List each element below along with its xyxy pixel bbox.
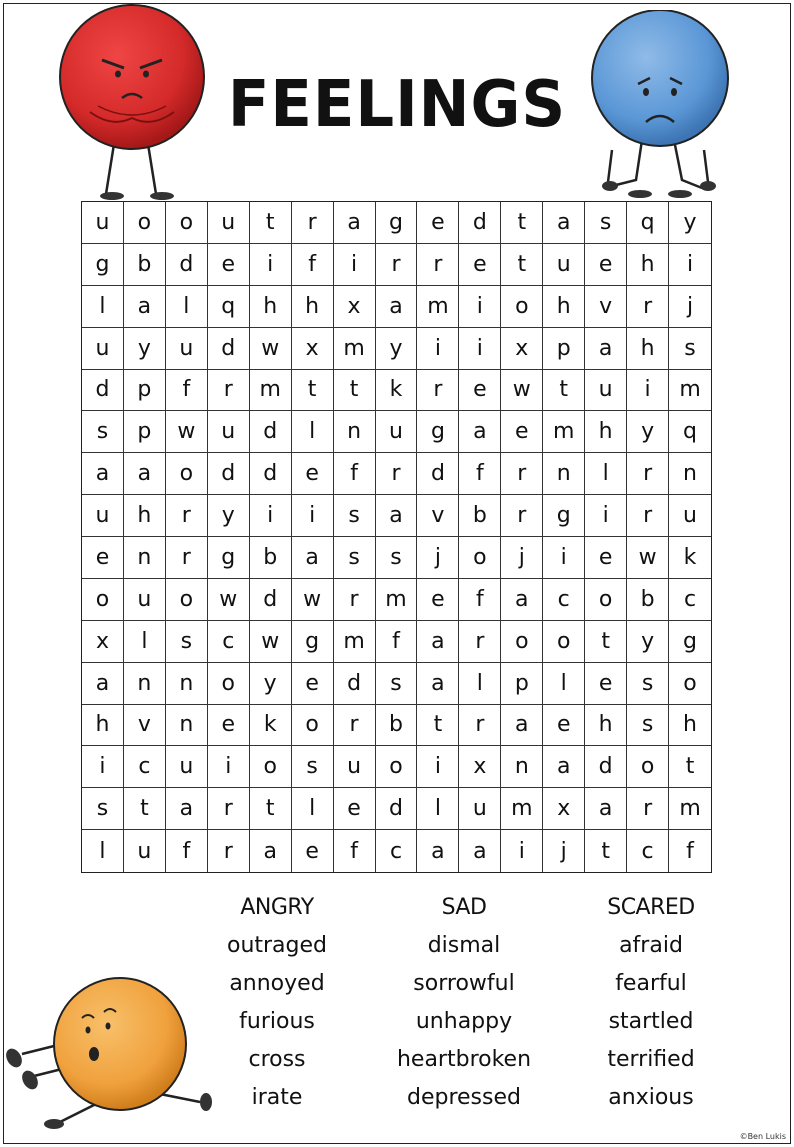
grid-cell[interactable]: s	[627, 663, 669, 705]
word-list-item: outraged	[226, 933, 328, 958]
grid-cell[interactable]: y	[124, 328, 166, 370]
grid-cell[interactable]: d	[250, 411, 292, 453]
grid-cell[interactable]: s	[585, 202, 627, 244]
grid-cell[interactable]: a	[250, 830, 292, 872]
grid-cell[interactable]: v	[417, 495, 459, 537]
grid-cell[interactable]: m	[250, 370, 292, 412]
grid-cell[interactable]: h	[669, 705, 711, 747]
grid-cell[interactable]: j	[543, 830, 585, 872]
grid-cell[interactable]: m	[334, 621, 376, 663]
grid-cell[interactable]: v	[124, 705, 166, 747]
grid-cell[interactable]: u	[166, 328, 208, 370]
grid-cell[interactable]: x	[334, 286, 376, 328]
grid-cell[interactable]: o	[124, 202, 166, 244]
word-list-item: heartbroken	[396, 1047, 532, 1072]
grid-cell[interactable]: i	[250, 495, 292, 537]
grid-cell[interactable]: e	[334, 788, 376, 830]
grid-cell[interactable]: y	[627, 411, 669, 453]
grid-cell[interactable]: i	[501, 830, 543, 872]
grid-cell[interactable]: e	[82, 537, 124, 579]
grid-cell[interactable]: m	[543, 411, 585, 453]
grid-cell[interactable]: r	[334, 705, 376, 747]
grid-cell[interactable]: b	[459, 495, 501, 537]
grid-cell[interactable]: a	[585, 328, 627, 370]
word-list-item: sorrowful	[413, 971, 515, 996]
word-list-item: furious	[239, 1009, 315, 1034]
grid-cell[interactable]: c	[543, 579, 585, 621]
grid-cell[interactable]: r	[376, 244, 418, 286]
grid-cell[interactable]: i	[585, 495, 627, 537]
grid-cell[interactable]: g	[208, 537, 250, 579]
grid-cell[interactable]: i	[82, 746, 124, 788]
grid-cell[interactable]: h	[82, 705, 124, 747]
grid-cell[interactable]: j	[501, 537, 543, 579]
word-list-angry	[182, 889, 372, 1117]
grid-cell[interactable]: g	[543, 495, 585, 537]
grid-cell[interactable]: a	[376, 495, 418, 537]
grid-cell[interactable]: a	[292, 537, 334, 579]
grid-cell[interactable]: t	[417, 705, 459, 747]
grid-cell[interactable]: o	[543, 621, 585, 663]
grid-cell[interactable]: t	[124, 788, 166, 830]
grid-cell[interactable]: u	[376, 411, 418, 453]
grid-cell[interactable]: p	[543, 328, 585, 370]
grid-cell[interactable]: c	[124, 746, 166, 788]
grid-cell[interactable]: s	[82, 411, 124, 453]
grid-cell[interactable]: h	[543, 286, 585, 328]
grid-cell[interactable]: r	[417, 370, 459, 412]
grid-cell[interactable]: r	[501, 453, 543, 495]
grid-cell[interactable]: n	[669, 453, 711, 495]
grid-cell[interactable]: s	[334, 537, 376, 579]
grid-cell[interactable]: a	[82, 453, 124, 495]
grid-cell[interactable]: y	[376, 328, 418, 370]
grid-cell[interactable]: i	[459, 286, 501, 328]
grid-cell[interactable]: r	[627, 453, 669, 495]
grid-cell[interactable]: n	[334, 411, 376, 453]
grid-cell[interactable]: e	[292, 830, 334, 872]
grid-cell[interactable]: i	[208, 746, 250, 788]
grid-cell[interactable]: c	[376, 830, 418, 872]
word-list-heading: SAD	[441, 895, 487, 920]
grid-cell[interactable]: d	[250, 579, 292, 621]
grid-cell[interactable]: n	[124, 537, 166, 579]
grid-cell[interactable]: r	[459, 621, 501, 663]
grid-cell[interactable]: c	[627, 830, 669, 872]
grid-cell[interactable]: p	[501, 663, 543, 705]
grid-cell[interactable]: m	[501, 788, 543, 830]
grid-cell[interactable]: f	[686, 838, 694, 864]
grid-cell[interactable]: n	[166, 705, 208, 747]
grid-cell[interactable]: t	[334, 370, 376, 412]
grid-cell[interactable]: o	[501, 621, 543, 663]
grid-cell[interactable]: f	[166, 370, 208, 412]
word-list-item: afraid	[619, 933, 683, 958]
grid-cell[interactable]: l	[292, 788, 334, 830]
grid-cell[interactable]: x	[292, 328, 334, 370]
grid-cell[interactable]: e	[459, 370, 501, 412]
grid-cell[interactable]: i	[543, 537, 585, 579]
grid-cell[interactable]: l	[585, 453, 627, 495]
word-search-grid[interactable]	[81, 201, 712, 873]
grid-cell[interactable]: s	[669, 328, 711, 370]
grid-cell[interactable]: k	[669, 537, 711, 579]
grid-cell[interactable]: q	[208, 286, 250, 328]
grid-cell[interactable]: g	[376, 202, 418, 244]
grid-cell[interactable]: w	[250, 621, 292, 663]
grid-cell[interactable]: m	[376, 579, 418, 621]
grid-cell[interactable]: e	[543, 705, 585, 747]
page-title: FEELINGS	[227, 68, 567, 142]
grid-cell[interactable]: d	[166, 244, 208, 286]
grid-cell[interactable]: h	[292, 286, 334, 328]
grid-cell[interactable]: h	[627, 244, 669, 286]
grid-cell[interactable]: d	[376, 788, 418, 830]
grid-cell[interactable]: f	[376, 621, 418, 663]
grid-cell[interactable]: g	[417, 411, 459, 453]
grid-cell[interactable]: e	[501, 411, 543, 453]
grid-cell[interactable]: i	[250, 244, 292, 286]
grid-cell[interactable]: a	[376, 286, 418, 328]
grid-cell[interactable]: t	[669, 746, 711, 788]
grid-cell[interactable]: u	[124, 830, 166, 872]
grid-cell[interactable]: d	[208, 453, 250, 495]
word-list-item: irate	[251, 1085, 303, 1110]
grid-cell[interactable]: q	[627, 202, 669, 244]
grid-cell[interactable]: a	[417, 663, 459, 705]
grid-cell[interactable]: i	[417, 328, 459, 370]
grid-cell[interactable]: f	[334, 830, 376, 872]
grid-cell[interactable]: n	[501, 746, 543, 788]
grid-cell[interactable]: t	[501, 202, 543, 244]
grid-cell[interactable]: l	[292, 411, 334, 453]
grid-cell[interactable]: l	[124, 621, 166, 663]
word-list-sad	[369, 889, 559, 1117]
grid-cell[interactable]: h	[585, 411, 627, 453]
word-list-heading: SCARED	[607, 895, 695, 920]
grid-cell[interactable]: b	[124, 244, 166, 286]
grid-cell[interactable]: u	[208, 411, 250, 453]
grid-cell[interactable]: t	[250, 202, 292, 244]
grid-cell[interactable]: o	[166, 453, 208, 495]
grid-cell[interactable]: d	[334, 663, 376, 705]
word-list-item: annoyed	[229, 971, 325, 996]
grid-cell[interactable]: h	[124, 495, 166, 537]
grid-cell[interactable]: m	[334, 328, 376, 370]
grid-cell[interactable]: i	[669, 244, 711, 286]
grid-cell[interactable]: u	[543, 244, 585, 286]
word-list-item: anxious	[608, 1085, 694, 1110]
grid-cell[interactable]: d	[208, 328, 250, 370]
word-list-item: startled	[608, 1009, 694, 1034]
grid-cell[interactable]: r	[627, 286, 669, 328]
grid-cell[interactable]: c	[669, 579, 711, 621]
grid-cell[interactable]: n	[124, 663, 166, 705]
grid-cell[interactable]: a	[501, 705, 543, 747]
grid-cell[interactable]: r	[376, 453, 418, 495]
grid-cell[interactable]: i	[292, 495, 334, 537]
grid-cell[interactable]: r	[459, 705, 501, 747]
grid-cell[interactable]: t	[585, 830, 627, 872]
grid-cell[interactable]: a	[459, 830, 501, 872]
grid-cell[interactable]: g	[82, 244, 124, 286]
word-list-item: terrified	[607, 1047, 695, 1072]
grid-cell[interactable]: x	[501, 328, 543, 370]
word-list-item: depressed	[407, 1085, 521, 1110]
grid-cell[interactable]: s	[334, 495, 376, 537]
grid-cell[interactable]: l	[417, 788, 459, 830]
grid-cell[interactable]: c	[208, 621, 250, 663]
grid-cell[interactable]: o	[250, 746, 292, 788]
grid-cell[interactable]: w	[208, 579, 250, 621]
word-list-item: fearful	[615, 971, 687, 996]
grid-cell[interactable]: l	[166, 286, 208, 328]
grid-cell[interactable]: a	[166, 788, 208, 830]
grid-cell[interactable]: a	[334, 202, 376, 244]
grid-cell[interactable]: o	[585, 579, 627, 621]
grid-cell[interactable]: s	[376, 537, 418, 579]
grid-cell[interactable]: f	[166, 830, 208, 872]
grid-cell[interactable]: m	[669, 370, 711, 412]
grid-cell[interactable]: t	[585, 621, 627, 663]
grid-cell[interactable]: t	[250, 788, 292, 830]
grid-cell[interactable]: e	[459, 244, 501, 286]
grid-cell[interactable]: f	[459, 579, 501, 621]
grid-cell[interactable]: i	[627, 370, 669, 412]
grid-cell[interactable]: r	[417, 244, 459, 286]
grid-cell[interactable]: k	[250, 705, 292, 747]
grid-cell[interactable]: e	[292, 453, 334, 495]
grid-cell[interactable]: o	[208, 663, 250, 705]
grid-cell[interactable]: v	[585, 286, 627, 328]
grid-cell[interactable]: t	[292, 370, 334, 412]
grid-cell[interactable]: r	[166, 495, 208, 537]
grid-cell[interactable]: j	[417, 537, 459, 579]
grid-cell[interactable]: o	[459, 537, 501, 579]
grid-cell[interactable]: p	[124, 370, 166, 412]
grid-cell[interactable]: s	[376, 663, 418, 705]
grid-cell[interactable]: l	[82, 830, 124, 872]
grid-cell[interactable]: o	[166, 579, 208, 621]
grid-cell[interactable]: l	[543, 663, 585, 705]
grid-cell[interactable]: e	[417, 579, 459, 621]
grid-cell[interactable]: n	[166, 663, 208, 705]
grid-cell[interactable]: a	[417, 621, 459, 663]
grid-cell[interactable]: d	[417, 453, 459, 495]
grid-cell[interactable]: u	[82, 202, 124, 244]
word-list-scared	[556, 889, 746, 1117]
grid-cell[interactable]: o	[501, 286, 543, 328]
grid-cell[interactable]: u	[82, 328, 124, 370]
grid-cell[interactable]: h	[585, 705, 627, 747]
word-list-item: unhappy	[415, 1009, 513, 1034]
grid-cell[interactable]: u	[82, 495, 124, 537]
grid-cell[interactable]: i	[459, 328, 501, 370]
grid-cell[interactable]: l	[459, 663, 501, 705]
grid-cell[interactable]: o	[82, 579, 124, 621]
word-list-item: cross	[248, 1047, 306, 1072]
grid-cell[interactable]: u	[669, 495, 711, 537]
grid-cell[interactable]: p	[124, 411, 166, 453]
grid-cell[interactable]: h	[627, 328, 669, 370]
credit: ©Ben Lukis	[739, 1132, 786, 1141]
grid-cell[interactable]: e	[292, 663, 334, 705]
grid-cell[interactable]: l	[82, 286, 124, 328]
grid-cell[interactable]: r	[334, 579, 376, 621]
grid-cell[interactable]: e	[585, 663, 627, 705]
grid-cell[interactable]: d	[82, 370, 124, 412]
grid-cell[interactable]: b	[250, 537, 292, 579]
grid-cell[interactable]: g	[292, 621, 334, 663]
grid-cell[interactable]: o	[292, 705, 334, 747]
grid-cell[interactable]: h	[250, 286, 292, 328]
grid-cell[interactable]: u	[124, 579, 166, 621]
grid-cell[interactable]: i	[334, 244, 376, 286]
grid-cell[interactable]: r	[208, 830, 250, 872]
grid-cell[interactable]: r	[292, 202, 334, 244]
grid-cell[interactable]: u	[459, 788, 501, 830]
grid-cell[interactable]: m	[417, 286, 459, 328]
grid-cell[interactable]: o	[166, 202, 208, 244]
grid-cell[interactable]: y	[250, 663, 292, 705]
grid-cell[interactable]: y	[627, 621, 669, 663]
grid-cell[interactable]: e	[208, 244, 250, 286]
grid-cell[interactable]: n	[543, 453, 585, 495]
grid-cell[interactable]: t	[543, 370, 585, 412]
grid-cell[interactable]: e	[208, 705, 250, 747]
grid-cell[interactable]: b	[627, 579, 669, 621]
grid-cell[interactable]: u	[166, 746, 208, 788]
grid-cell[interactable]: e	[585, 244, 627, 286]
grid-cell[interactable]: w	[292, 579, 334, 621]
grid-cell[interactable]: s	[166, 621, 208, 663]
grid-cell[interactable]: q	[669, 411, 711, 453]
grid-cell[interactable]: x	[459, 746, 501, 788]
grid-cell[interactable]: r	[208, 788, 250, 830]
grid-cell[interactable]: s	[292, 746, 334, 788]
grid-cell[interactable]: f	[292, 244, 334, 286]
grid-cell[interactable]: d	[459, 202, 501, 244]
grid-cell[interactable]: a	[82, 663, 124, 705]
grid-cell[interactable]: a	[459, 411, 501, 453]
grid-cell[interactable]: u	[208, 202, 250, 244]
grid-cell[interactable]: u	[585, 370, 627, 412]
grid-cell[interactable]: s	[82, 788, 124, 830]
word-list-heading: ANGRY	[240, 895, 314, 920]
word-list-item: dismal	[427, 933, 501, 958]
grid-cell[interactable]: m	[669, 788, 711, 830]
grid-cell[interactable]: d	[585, 746, 627, 788]
grid-cell[interactable]: r	[166, 537, 208, 579]
grid-cell[interactable]: t	[501, 244, 543, 286]
grid-cell[interactable]: o	[376, 746, 418, 788]
grid-cell[interactable]: o	[627, 746, 669, 788]
grid-cell[interactable]: o	[669, 663, 711, 705]
grid-cell[interactable]: j	[669, 286, 711, 328]
grid-cell[interactable]: w	[166, 411, 208, 453]
grid-cell[interactable]: s	[627, 705, 669, 747]
grid-cell[interactable]: x	[543, 788, 585, 830]
grid-cell[interactable]: a	[585, 788, 627, 830]
grid-cell[interactable]: r	[208, 370, 250, 412]
grid-cell[interactable]: a	[417, 830, 459, 872]
grid-cell[interactable]: g	[669, 621, 711, 663]
grid-cell[interactable]: u	[334, 746, 376, 788]
grid-cell[interactable]: f	[334, 453, 376, 495]
grid-cell[interactable]: a	[501, 579, 543, 621]
grid-cell[interactable]: b	[376, 705, 418, 747]
grid-cell[interactable]: y	[669, 202, 711, 244]
grid-cell[interactable]: w	[627, 537, 669, 579]
grid-cell[interactable]: e	[417, 202, 459, 244]
grid-cell[interactable]: k	[376, 370, 418, 412]
grid-cell[interactable]: w	[250, 328, 292, 370]
grid-cell[interactable]: r	[627, 495, 669, 537]
grid-cell[interactable]: a	[124, 453, 166, 495]
grid-cell[interactable]: d	[250, 453, 292, 495]
grid-cell[interactable]: r	[501, 495, 543, 537]
grid-cell[interactable]: r	[627, 788, 669, 830]
grid-cell[interactable]: x	[82, 621, 124, 663]
grid-cell[interactable]: w	[501, 370, 543, 412]
grid-cell[interactable]: a	[543, 202, 585, 244]
grid-cell[interactable]: e	[585, 537, 627, 579]
grid-cell[interactable]: i	[417, 746, 459, 788]
grid-cell[interactable]: f	[459, 453, 501, 495]
grid-cell[interactable]: y	[208, 495, 250, 537]
grid-cell[interactable]: a	[543, 746, 585, 788]
grid-cell[interactable]: a	[124, 286, 166, 328]
